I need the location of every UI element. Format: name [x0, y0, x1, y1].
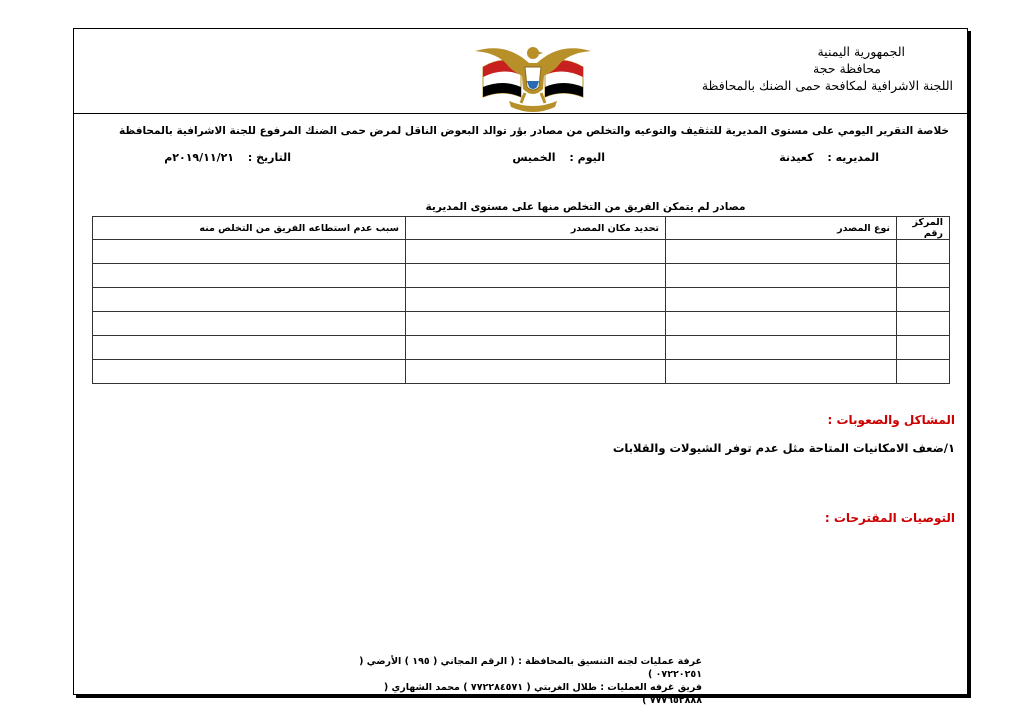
recommendations-heading: التوصيات المقترحات :	[824, 511, 955, 525]
table-cell[interactable]	[666, 264, 897, 288]
table-row	[93, 264, 950, 288]
table-header-row	[93, 217, 950, 240]
sources-table	[92, 216, 950, 384]
table-cell[interactable]	[666, 336, 897, 360]
date-value: ٢٠١٩/١١/٢١م	[164, 151, 235, 164]
problem-item-1: ١/ضعف الامكانيات المتاحة مثل عدم توفر الشيولات والقلابات	[612, 441, 955, 455]
table-cell[interactable]	[666, 360, 897, 384]
table-cell[interactable]	[666, 288, 897, 312]
table-cell[interactable]	[406, 288, 666, 312]
table-row	[93, 240, 950, 264]
district-value: كعيدنة	[779, 151, 814, 164]
table-cell[interactable]	[93, 312, 406, 336]
footer-contacts	[342, 655, 702, 707]
table-cell[interactable]	[406, 360, 666, 384]
governorate-name: محافظة حجة	[813, 61, 881, 76]
table-cell[interactable]	[93, 336, 406, 360]
table-cell[interactable]	[93, 240, 406, 264]
table-caption	[74, 201, 967, 213]
committee-name: اللجنة الاشرافية لمكافحة حمى الضنك بالمحافظة	[701, 78, 953, 93]
table-row	[93, 288, 950, 312]
day-field	[512, 151, 605, 164]
district-label: المديريه :	[827, 151, 879, 164]
table-row	[93, 336, 950, 360]
table-cell[interactable]	[897, 336, 950, 360]
table-caption-text: مصادر لم يتمكن الفريق من التخلص منها على مستوى المديرية	[425, 201, 746, 213]
report-title: خلاصة التقرير اليومي على مستوى المديرية للتثقيف والتوعيه والتخلص من مصادر بؤر توالد البعوض الناقل لمرض حمى الضنك المرفوع للجنة الاشرافية بالمحافظة	[118, 125, 949, 137]
table-cell[interactable]	[897, 264, 950, 288]
table-cell[interactable]	[93, 360, 406, 384]
col-reason: سبب عدم استطاعه الفريق من التخلص منه	[93, 217, 406, 240]
table-cell[interactable]	[406, 240, 666, 264]
operations-team-line: فريق غرفه العمليات : طلال الغربتي ( ٧٧٢٢٨٤٥٧١ ) محمد الشهاري ( ٧٧٧٦٥٢٨٨٨ )	[383, 682, 702, 706]
col-source-type: نوع المصدر	[666, 217, 897, 240]
day-value: الخميس	[512, 151, 556, 164]
table-cell[interactable]	[406, 336, 666, 360]
date-field	[164, 151, 291, 164]
table-row	[93, 360, 950, 384]
day-label: اليوم :	[569, 151, 605, 164]
date-label: التاريخ :	[247, 151, 291, 164]
table-cell[interactable]	[897, 240, 950, 264]
letterhead	[702, 43, 953, 94]
table-cell[interactable]	[666, 312, 897, 336]
problems-heading: المشاكل والصعوبات :	[827, 413, 955, 427]
col-center-number: المركز رقم	[897, 217, 950, 240]
table-cell[interactable]	[406, 312, 666, 336]
header-divider	[74, 113, 967, 114]
operations-room-line: غرفة عمليات لجنه التنسيق بالمحافظة : ( الرقم المجاني ( ١٩٥ ) الأرضي ( ٠٧٢٢٠٢٥١ )	[359, 656, 702, 680]
yemen-eagle-emblem-icon	[469, 37, 597, 121]
table-cell[interactable]	[406, 264, 666, 288]
table-cell[interactable]	[897, 288, 950, 312]
col-source-location: تحديد مكان المصدر	[406, 217, 666, 240]
table-cell[interactable]	[897, 312, 950, 336]
table-cell[interactable]	[897, 360, 950, 384]
table-row	[93, 312, 950, 336]
table-cell[interactable]	[666, 240, 897, 264]
table-cell[interactable]	[93, 288, 406, 312]
document-frame	[73, 28, 968, 706]
country-name: الجمهورية اليمنية	[817, 44, 905, 59]
table-cell[interactable]	[93, 264, 406, 288]
district-field	[779, 151, 879, 164]
